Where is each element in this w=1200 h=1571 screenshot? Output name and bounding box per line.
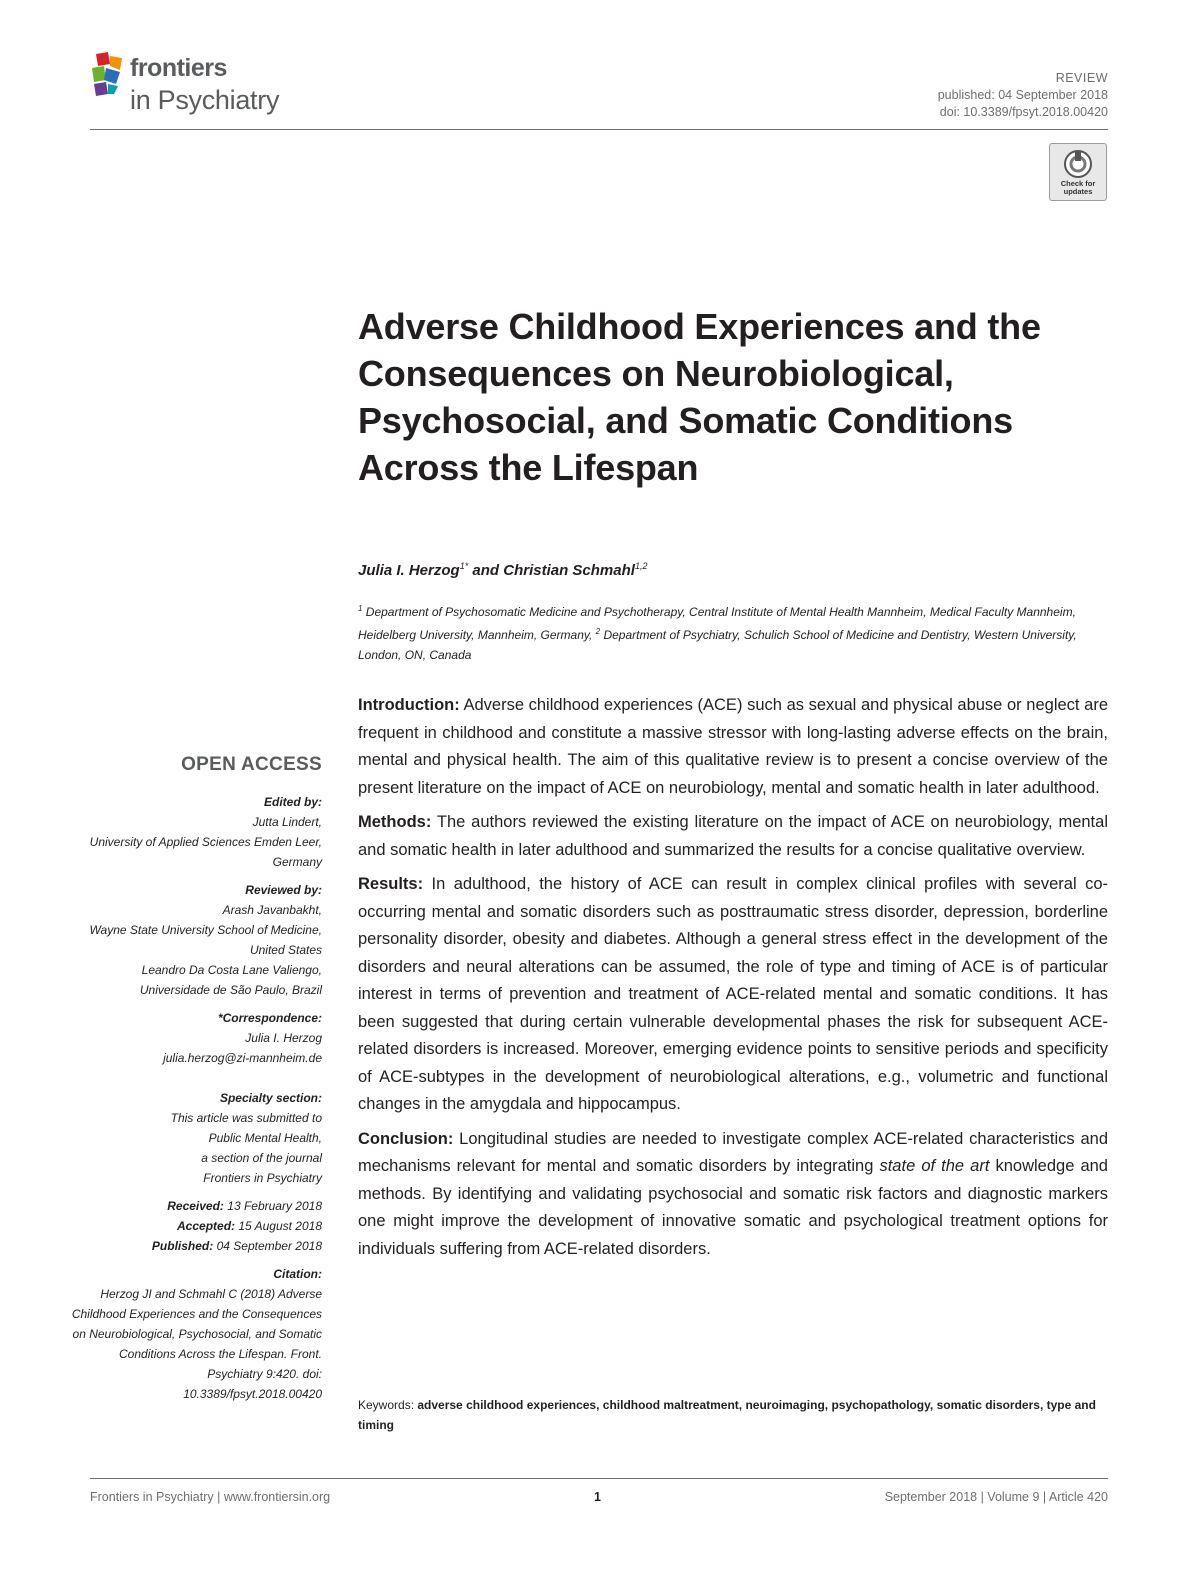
keywords-list: adverse childhood experiences, childhood maltreatment, neuroimaging, psychopathology, somatic disorders, type and timing — [358, 1398, 1096, 1432]
check-for-updates-badge[interactable] — [1049, 143, 1107, 201]
affiliation-1: Department of Psychosomatic Medicine and Psychotherapy, Central Institute of Mental Health Mannheim, Medical Faculty Mannheim, Heidelberg University, Mannheim, Germany, — [358, 605, 1076, 642]
affiliations: $^1$ Department of Psychosomatic Medicine and Psychotherapy, Central Institute of Mental Health Mannheim, Medical Faculty Mannheim, Heidelberg University, Mannheim, Germany, $^2$ Department of Psychiatry, Schulich School of Medicine and Dentistry, Western University, London, ON, Canada — [358, 604, 1077, 662]
author-name[interactable]: Julia I. Herzog — [358, 562, 460, 579]
specialty-section: Specialty section: This article was submitted to Public Mental Health, a section of the journal Frontiers in Psychiatry — [170, 1091, 322, 1185]
reviewer-name[interactable]: Leandro Da Costa Lane Valiengo, — [141, 963, 322, 977]
correspondence-email[interactable]: julia.herzog@zi-mannheim.de — [163, 1051, 322, 1065]
footer-divider — [90, 1478, 1108, 1479]
affiliation-2: Department of Psychiatry, Schulich School of Medicine and Dentistry, Western University, London, ON, Canada — [358, 628, 1077, 662]
logo-text-frontiers: frontiers — [130, 54, 227, 82]
correspondence-section: *Correspondence: Julia I. Herzog julia.herzog@zi-mannheim.de — [70, 1008, 322, 1068]
author-affil-sup: 1,2 — [634, 561, 648, 571]
abstract — [358, 692, 1108, 1270]
reviewer-name[interactable]: Arash Javanbakht, — [222, 903, 322, 917]
section-heading: Conclusion: — [358, 1129, 454, 1148]
abstract-methods: Methods: The authors reviewed the existing literature on the impact of ACE on neurobiology, mental and somatic health in later adulthood and summarized the results for a concise qualitative overview. — [358, 813, 1108, 859]
badge-label: Check for updates — [1060, 179, 1096, 196]
footer-volume-info: September 2018 | Volume 9 | Article 420 — [884, 1490, 1108, 1504]
published-date: 04 September 2018 — [213, 1239, 322, 1253]
open-access-label: OPEN ACCESS — [181, 754, 322, 775]
section-heading: Introduction: — [358, 696, 460, 714]
abstract-introduction: Introduction: Adverse childhood experiences (ACE) such as sexual and physical abuse or neglect are frequent in childhood and constitute a massive stressor with long-lasting adverse effects on the brain, mental and physical health. The aim of this qualitative review is to present a concise overview of the present literature on the impact of ACE on neurobiology, mental and somatic health in later adulthood. — [358, 696, 1108, 797]
article-type: REVIEW — [1055, 71, 1108, 85]
published-date: published: 04 September 2018 — [937, 88, 1108, 102]
author-list — [358, 561, 647, 579]
author-affil-sup: 1* — [459, 561, 469, 571]
crossmark-icon — [1063, 149, 1093, 179]
footer-journal[interactable]: Frontiers in Psychiatry | www.frontiersin.org — [90, 1490, 331, 1504]
author-name[interactable]: Christian Schmahl — [503, 562, 635, 579]
citation-section: Citation: Herzog JI and Schmahl C (2018) Adverse Childhood Experiences and the Consequences on Neurobiological, Psychosocial, and Somatic Conditions Across the Lifespan. Front. Psychiatry 9:420. doi: 10.3389/fpsyt.2018.00420 — [70, 1264, 322, 1404]
abstract-results: Results: In adulthood, the history of ACE can result in complex clinical profiles with several co-occurring mental and somatic disorders such as posttraumatic stress disorder, depression, borderline personality disorder, obesity and diabetes. Although a general stress effect in the development of the disorders and neural alterations can be assumed, the role of type and timing of ACE is of particular interest in terms of prevention and treatment of ACE-related mental and somatic conditions. It has been suggested that during certain vulnerable developmental phases the risk for subsequent ACE-related disorders is increased. Moreover, emerging evidence points to sensitive periods and specificity of ACE-subtypes in the development of neurobiological alterations, e.g., volumetric and functional changes in the amygdala and hippocampus. — [358, 875, 1108, 1113]
dates-section: Received: 13 February 2018 Accepted: 15 August 2018 Published: 04 September 2018 — [151, 1199, 322, 1253]
reviewed-by-section: Reviewed by: Arash Javanbakht, Wayne State University School of Medicine, United States Leandro Da Costa Lane Valiengo, Universidade de São Paulo, Brazil — [70, 880, 322, 1000]
accepted-date: 15 August 2018 — [235, 1219, 322, 1233]
logo-text-journal: in Psychiatry — [130, 85, 280, 115]
keywords-label: Keywords: — [358, 1398, 418, 1412]
abstract-conclusion: Conclusion: Longitudinal studies are needed to investigate complex ACE-related characteristics and mechanisms relevant for mental and somatic disorders by integrating state of the art knowledge and methods. By identifying and validating psychosocial and somatic risk factors and diagnostic markers one might improve the development of innovative somatic and psychological treatment options for individuals suffering from ACE-related disorders. — [358, 1129, 1108, 1258]
section-heading: Results: — [358, 875, 424, 893]
page-number: 1 — [594, 1490, 601, 1504]
section-heading: Methods: — [358, 813, 432, 831]
doi-link[interactable]: doi: 10.3389/fpsyt.2018.00420 — [939, 105, 1108, 119]
citation-text: Herzog JI and Schmahl C (2018) Adverse Childhood Experiences and the Consequences on Neurobiological, Psychosocial, and Somatic Conditions Across the Lifespan. Front. Psychiatry 9:420. doi: 10.3389/fpsyt.2018.00420 — [71, 1287, 322, 1401]
header-divider — [90, 129, 1108, 130]
journal-logo — [90, 50, 310, 122]
authors-conjunction: and — [468, 562, 504, 579]
publication-info — [938, 70, 1108, 121]
editor-name[interactable]: Jutta Lindert, — [252, 815, 322, 829]
frontiers-logo-icon — [90, 52, 128, 96]
keywords — [358, 1395, 1108, 1435]
edited-by-section: Edited by: Jutta Lindert, University of Applied Sciences Emden Leer, Germany — [70, 792, 322, 872]
article-sidebar — [70, 752, 322, 1412]
article-title: Adverse Childhood Experiences and the Consequences on Neurobiological, Psychosocial, and Somatic Conditions Across the Lifespan — [358, 306, 1041, 488]
received-date: 13 February 2018 — [223, 1199, 322, 1213]
